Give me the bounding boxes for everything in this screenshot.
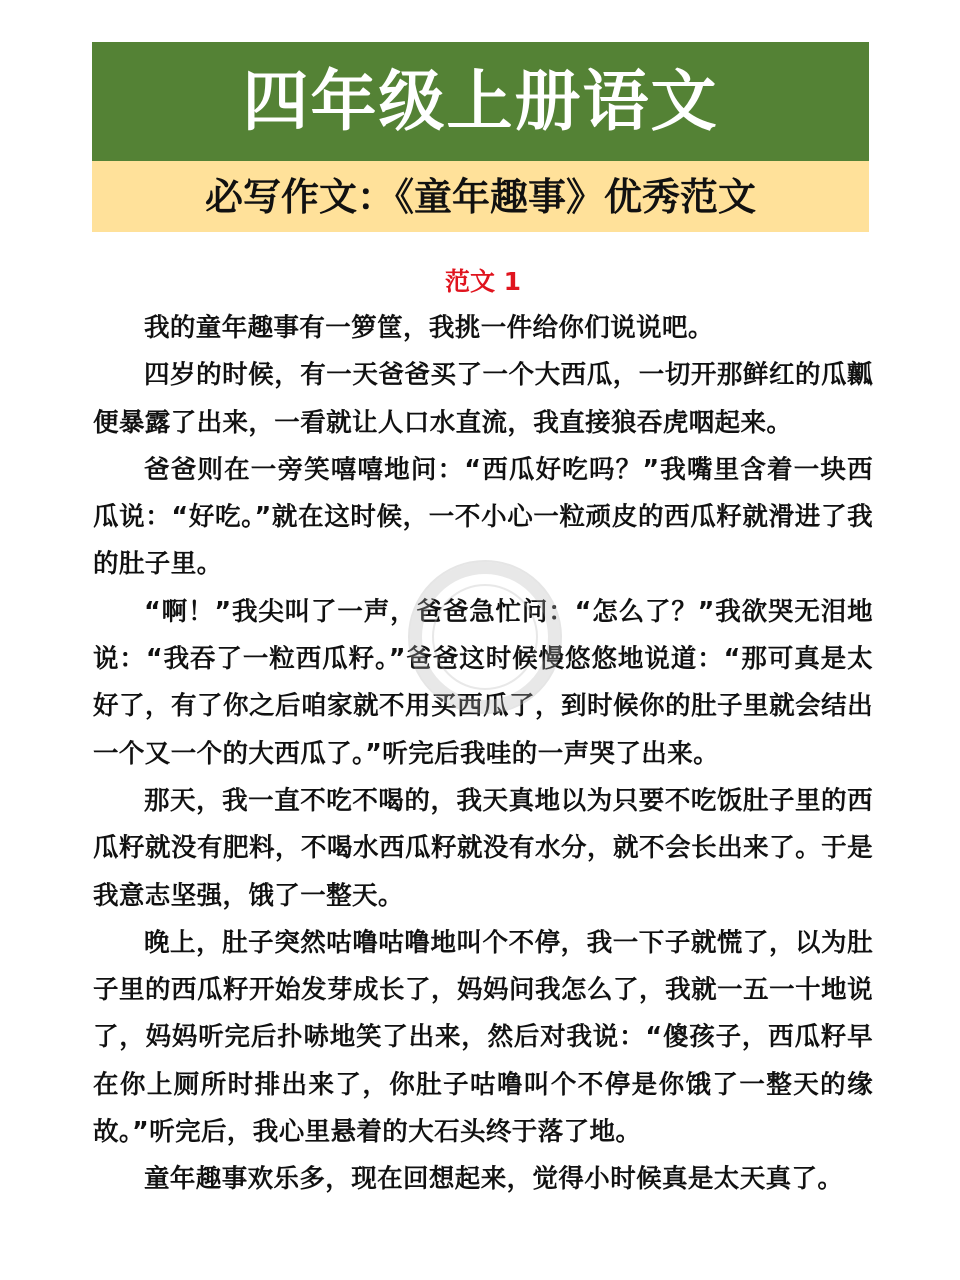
page-subtitle: 必写作文：《童年趣事》优秀范文 [92,161,869,232]
essay-body [93,258,873,1204]
essay-paragraph: “啊！”我尖叫了一声，爸爸急忙问：“怎么了？”我欲哭无泪地说：“我吞了一粒西瓜籽。”爸爸这时候慢悠悠地说道：“那可真是太好了，有了你之后咱家就不用买西瓜了，到时候你的肚子里就会结出一个又一个的大西瓜了。”听完后我哇的一声哭了出来。 [93,596,873,769]
page-title: 四年级上册语文 [92,42,869,161]
essay-paragraph: 那天，我一直不吃不喝的，我天真地以为只要不吃饭肚子里的西瓜籽就没有肥料，不喝水西瓜籽就没有水分，就不会长出来了。于是我意志坚强，饿了一整天。 [93,785,873,911]
essay-paragraph: 四岁的时候，有一天爸爸买了一个大西瓜，一切开那鲜红的瓜瓤便暴露了出来，一看就让人口水直流，我直接狼吞虎咽起来。 [93,360,873,438]
essay-paragraph: 童年趣事欢乐多，现在回想起来，觉得小时候真是太天真了。 [144,1164,844,1195]
essay-paragraph: 我的童年趣事有一箩筐，我挑一件给你们说说吧。 [144,313,714,343]
essay-paragraph: 爸爸则在一旁笑嘻嘻地问：“西瓜好吃吗？”我嘴里含着一块西瓜说：“好吃。”就在这时候，一不小心一粒顽皮的西瓜籽就滑进了我的肚子里。 [93,454,873,580]
header-banner [92,42,869,232]
essay-paragraph: 晚上，肚子突然咕噜咕噜地叫个不停，我一下子就慌了，以为肚子里的西瓜籽开始发芽成长了，妈妈问我怎么了，我就一五一十地说了，妈妈听完后扑哧地笑了出来，然后对我说：“傻孩子，西瓜籽早在你上厕所时排出来了，你肚子咕噜叫个不停是你饿了一整天的缘故。”听完后，我心里悬着的大石头终于落了地。 [93,927,873,1148]
essay-heading: 范文 1 [444,267,522,296]
